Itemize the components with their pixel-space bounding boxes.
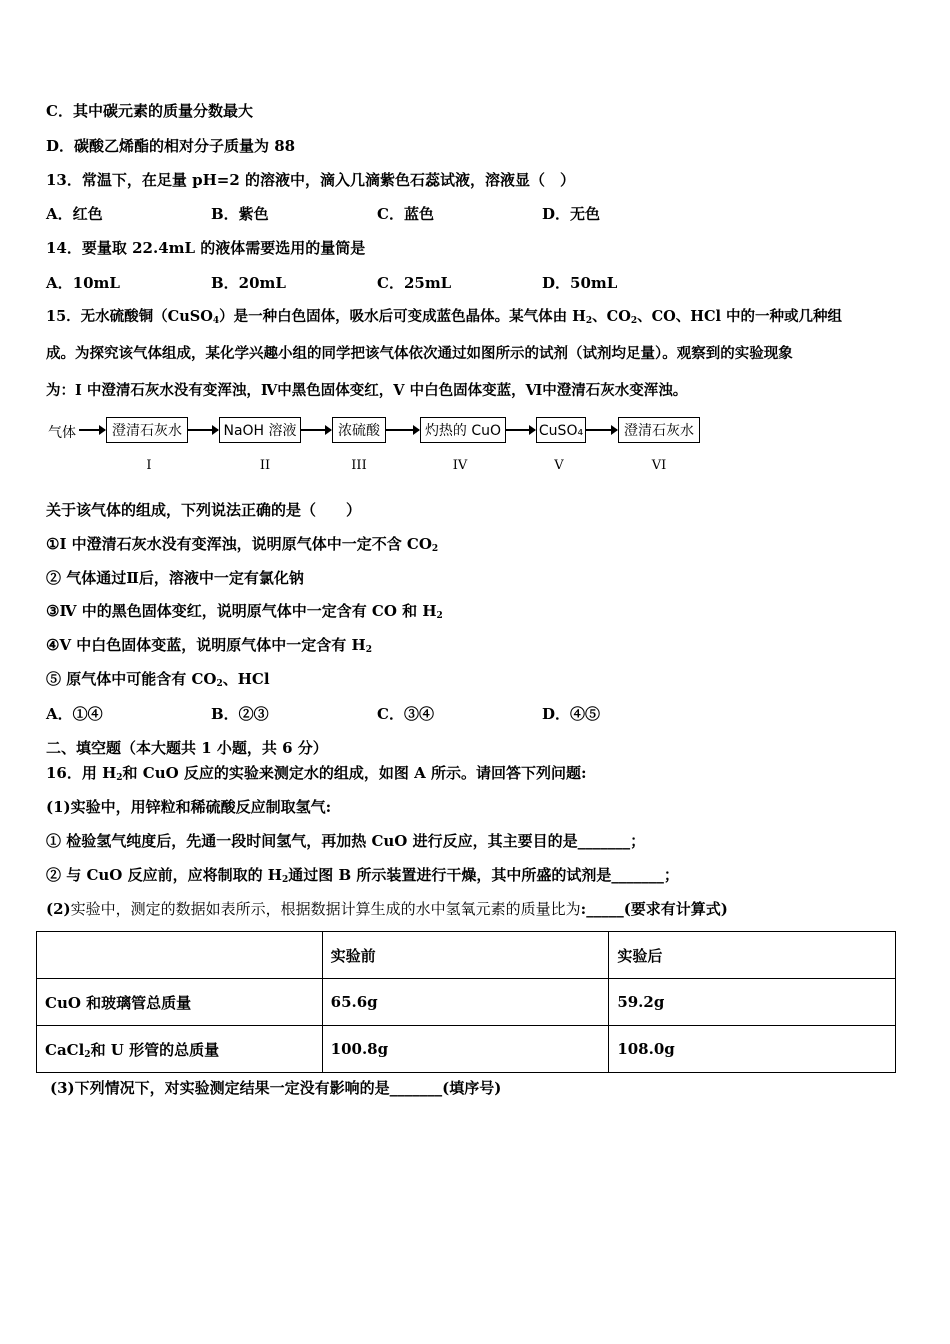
option-c-line: C．其中碳元素的质量分数最大 (46, 102, 253, 120)
arrow (506, 429, 535, 431)
question-16 (46, 763, 587, 788)
sub-2: 2 (431, 544, 439, 554)
q13-option-a: A．红色 (46, 205, 103, 223)
table-row (37, 979, 896, 1026)
table-cell: 65.6g (322, 979, 609, 1026)
part-1-item-1: ① 检验氢气纯度后，先通一段时间氢气，再加热 CuO 进行反应，其主要目的是_______； (46, 832, 646, 850)
part-1-item-2 (46, 865, 679, 890)
table-cell (37, 932, 323, 979)
q15-text-d: 、CO、HCl 中的一种或几种组 (637, 308, 843, 325)
q13-option-c: C．蓝色 (377, 205, 434, 223)
label-iii: III (351, 458, 367, 473)
statement-2: ② 气体通过Ⅱ后，溶液中一定有氯化钠 (46, 569, 304, 587)
q14-option-d: D．50mL (542, 274, 618, 292)
part-2 (46, 899, 728, 919)
statement-5 (46, 669, 270, 694)
sub-2: 2 (436, 611, 443, 621)
statement-3 (46, 601, 443, 626)
section-2-heading: 二、填空题（本大题共 1 小题，共 6 分） (46, 739, 328, 757)
part-1: (1)实验中，用锌粒和稀硫酸反应制取氢气: (46, 798, 332, 816)
p1-2-text-b: 通过图 B 所示装置进行干燥，其中所盛的试剂是_______； (288, 866, 679, 884)
question-15-ask: 关于该气体的组成，下列说法正确的是（ ） (46, 501, 362, 519)
sub-2: 2 (585, 316, 593, 326)
q15-text-a: 15．无水硫酸铜（CuSO (46, 308, 213, 325)
q16-text-a: 16．用 H (46, 764, 117, 782)
sub-2: 2 (84, 1049, 91, 1060)
table-cell: 59.2g (609, 979, 896, 1026)
sub-2: 2 (216, 679, 223, 689)
reagent-box-2: NaOH 溶液 (219, 417, 301, 443)
p2-text-c: :_____(要求有计算式) (580, 900, 728, 918)
label-ii: II (259, 458, 271, 473)
label-iv: IV (452, 458, 468, 473)
table-cell: 108.0g (609, 1026, 896, 1073)
reagent-box-1: 澄清石灰水 (106, 417, 188, 443)
p2-text-b: 实验中，测定的数据如表所示，根据数据计算生成的水中氢氧元素的质量比为 (70, 900, 581, 918)
sub-2: 2 (116, 773, 123, 783)
table-cell: 实验后 (609, 932, 896, 979)
statement-1 (46, 534, 438, 559)
question-15-line2: 成。为探究该气体组成，某化学兴趣小组的同学把该气体依次通过如图所示的试剂（试剂均足量）。观察到的实验现象 (46, 345, 793, 362)
arrow (188, 429, 218, 431)
table-cell: CuO 和玻璃管总质量 (37, 979, 323, 1026)
q15-text-b: ）是一种白色固体，吸水后可变成蓝色晶体。某气体由 H (219, 308, 586, 325)
statement-5-text: ⑤ 原气体中可能含有 CO (46, 670, 217, 688)
arrow (79, 429, 105, 431)
q15-option-b: B．②③ (211, 705, 269, 723)
table-cell: 实验前 (322, 932, 609, 979)
p2-text-a: (2) (46, 900, 71, 918)
p1-2-text-a: ② 与 CuO 反应前，应将制取的 H (46, 866, 282, 884)
statement-5-text-b: 、HCl (222, 670, 270, 688)
q14-option-c: C．25mL (377, 274, 452, 292)
question-15-line1 (46, 307, 842, 331)
question-13: 13．常温下，在足量 pH=2 的溶液中，滴入几滴紫色石蕊试液，溶液显（ ） (46, 171, 575, 189)
q13-option-d: D．无色 (542, 205, 601, 223)
option-d-line: D．碳酸乙烯酯的相对分子质量为 88 (46, 137, 296, 155)
table-cell: 100.8g (322, 1026, 609, 1073)
label-i: I (146, 458, 152, 473)
arrow (386, 429, 419, 431)
q15-option-a: A．①④ (46, 705, 103, 723)
table-header-row (37, 932, 896, 979)
sub-2: 2 (630, 316, 638, 326)
statement-1-text: ①I 中澄清石灰水没有变浑浊，说明原气体中一定不含 CO (46, 535, 432, 553)
sub-4: 4 (212, 316, 220, 326)
sub-2: 2 (281, 875, 289, 885)
arrow (301, 429, 331, 431)
q13-option-b: B．紫色 (211, 205, 269, 223)
statement-4 (46, 635, 372, 660)
table-row (37, 1026, 896, 1073)
question-14: 14．要量取 22.4mL 的液体需要选用的量筒是 (46, 239, 366, 257)
q14-option-b: B．20mL (211, 274, 286, 292)
label-vi: VI (651, 458, 667, 473)
sub-2: 2 (365, 645, 372, 655)
q15-option-d: D．④⑤ (542, 705, 601, 723)
reagent-box-4: 灼热的 CuO (420, 417, 506, 443)
reagent-box-5: CuSO₄ (536, 417, 586, 443)
table-cell (37, 1026, 323, 1073)
question-15-line3: 为：I 中澄清石灰水没有变浑浊，Ⅳ中黑色固体变红，V 中白色固体变蓝，Ⅵ中澄清石灰水变浑浊。 (46, 382, 688, 399)
statement-4-text: ④V 中白色固体变蓝，说明原气体中一定含有 H (46, 636, 366, 654)
q15-option-c: C．③④ (377, 705, 434, 723)
part-3: (3)下列情况下，对实验测定结果一定没有影响的是_______(填序号) (50, 1079, 502, 1097)
q16-text-b: 和 CuO 反应的实验来测定水的组成，如图 A 所示。请回答下列问题: (122, 764, 587, 782)
gas-label: 气体 (48, 425, 76, 441)
row2-label-b: 和 U 形管的总质量 (90, 1040, 220, 1059)
statement-3-text: ③Ⅳ 中的黑色固体变红，说明原气体中一定含有 CO 和 H (46, 602, 437, 620)
q15-text-c: 、CO (592, 308, 631, 325)
reagent-box-3: 浓硫酸 (332, 417, 386, 443)
q14-option-a: A．10mL (46, 274, 120, 292)
reagent-box-6: 澄清石灰水 (618, 417, 700, 443)
apparatus-diagram (46, 412, 726, 482)
data-table (36, 931, 896, 1073)
arrow (586, 429, 617, 431)
label-v: V (554, 458, 564, 473)
row2-label-a: CaCl (45, 1040, 85, 1059)
